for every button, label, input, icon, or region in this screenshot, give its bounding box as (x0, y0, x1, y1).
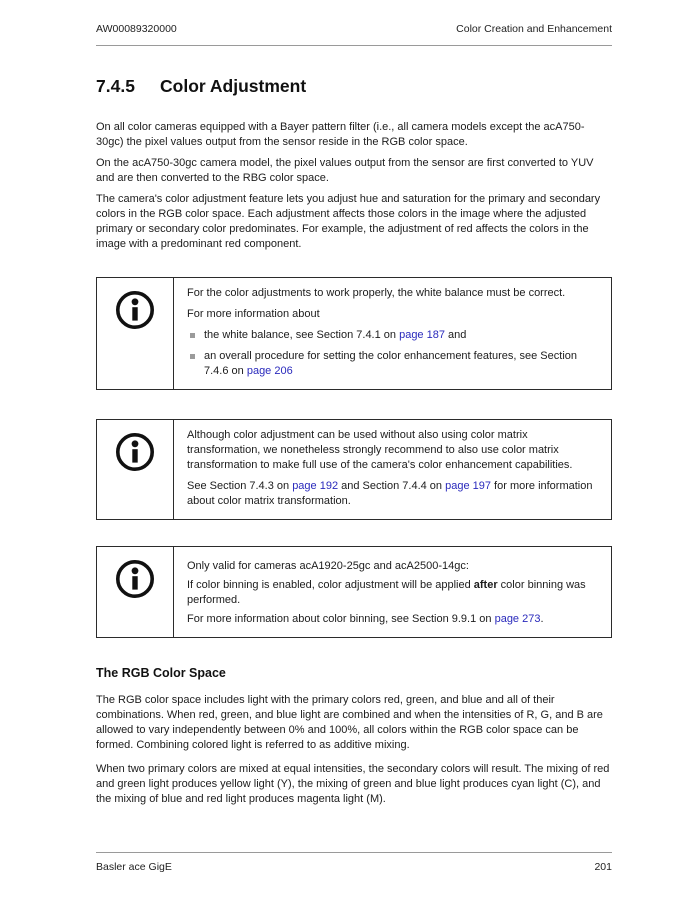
note-text: For more information about (187, 308, 320, 320)
info-note-color-matrix (96, 419, 612, 520)
bullet-text-segment: an overall procedure for setting the color enhancement features, see Section 7.4.6 on (204, 350, 578, 377)
paragraph-adjustment-feature: The camera's color adjustment feature lets you adjust hue and saturation for the primary and secondary colors in the RGB color space. Each adjustment affects those colors in the image where the adjusted primary or secondary color predominates. For example, the adjustment of red affects the colors in the image with a predominant red component. (96, 193, 601, 250)
note-text-segment: For more information about color binning, see Section 9.9.1 on (187, 613, 495, 625)
note-text (187, 612, 599, 627)
header-rule (96, 45, 612, 46)
section-heading (96, 75, 612, 97)
info-icon (114, 431, 156, 473)
page-number: 201 (594, 861, 612, 873)
info-icon (114, 558, 156, 600)
chapter-title: Color Creation and Enhancement (456, 23, 612, 35)
link-page-192[interactable]: page 192 (292, 480, 339, 492)
link-page-197[interactable]: page 197 (445, 480, 491, 492)
subsection-heading-rgb-color-space: The RGB Color Space (96, 666, 226, 680)
info-note-white-balance (96, 277, 612, 390)
list-item (187, 349, 599, 379)
info-note-color-binning (96, 546, 612, 638)
paragraph-secondary-colors: When two primary colors are mixed at equal intensities, the secondary colors will result. The mixing of red and green light produces yellow light (Y), the mixing of green and blue light produces cyan light (C), and the mixing of blue and red light produces magenta light (M). (96, 763, 610, 805)
bullet-icon (190, 354, 195, 359)
link-page-187[interactable]: page 187 (399, 329, 445, 341)
paragraph-aca750: On the acA750-30gc camera model, the pixel values output from the sensor are first converted to YUV and are then converted to the RBG color space. (96, 157, 594, 184)
bullet-text-segment: and (444, 329, 467, 341)
note-body (174, 420, 611, 519)
note-text-segment: for more information about color matrix transformation. (187, 480, 593, 507)
info-icon (114, 289, 156, 331)
note-text-segment: and Section 7.4.4 on (338, 480, 446, 492)
note-text: Only valid for cameras acA1920-25gc and acA2500-14gc: (187, 560, 469, 572)
note-body (174, 278, 611, 389)
note-text (187, 479, 599, 509)
bullet-text-segment: the white balance, see Section 7.4.1 on (204, 329, 400, 341)
note-text-segment: color binning was performed. (187, 579, 586, 606)
page-footer (96, 852, 612, 874)
emphasis-after: after (473, 579, 498, 591)
section-title: Color Adjustment (160, 76, 307, 96)
section-number: 7.4.5 (96, 76, 135, 96)
list-item (187, 328, 599, 343)
bullet-text (204, 328, 466, 343)
note-body (174, 547, 611, 637)
paragraph-rgb-space: The RGB color space includes light with the primary colors red, green, and blue and all of their combinations. When red, green, and blue light are combined and when the intensities of R, G, and B are allowed to vary independently between 0% and 100%, all colors within the RGB color space can be formed. Combining colored light is referred to as additive mixing. (96, 694, 603, 751)
note-icon-cell (97, 547, 174, 637)
bullet-text (204, 349, 599, 379)
note-text-segment: See Section 7.4.3 on (187, 480, 293, 492)
note-text-segment: If color binning is enabled, color adjustment will be applied (187, 579, 474, 591)
document-id: AW00089320000 (96, 23, 177, 35)
note-text (187, 578, 599, 608)
link-page-273[interactable]: page 273 (494, 613, 541, 625)
note-icon-cell (97, 420, 174, 519)
note-text: For the color adjustments to work properly, the white balance must be correct. (187, 287, 566, 299)
paragraph-bayer-filter: On all color cameras equipped with a Bayer pattern filter (i.e., all camera models except the acA750-30gc) the pixel values output from the sensor reside in the RGB color space. (96, 121, 585, 148)
page-header (96, 0, 612, 36)
note-text: Although color adjustment can be used without also using color matrix transformation, we nonetheless strongly recommend to also use color matrix transformation to make full use of the camera's color enhancement capabilities. (187, 429, 573, 471)
note-icon-cell (97, 278, 174, 389)
footer-document-name: Basler ace GigE (96, 861, 172, 873)
link-page-206[interactable]: page 206 (246, 365, 293, 377)
bullet-icon (190, 333, 195, 338)
note-text-segment: . (540, 613, 544, 625)
